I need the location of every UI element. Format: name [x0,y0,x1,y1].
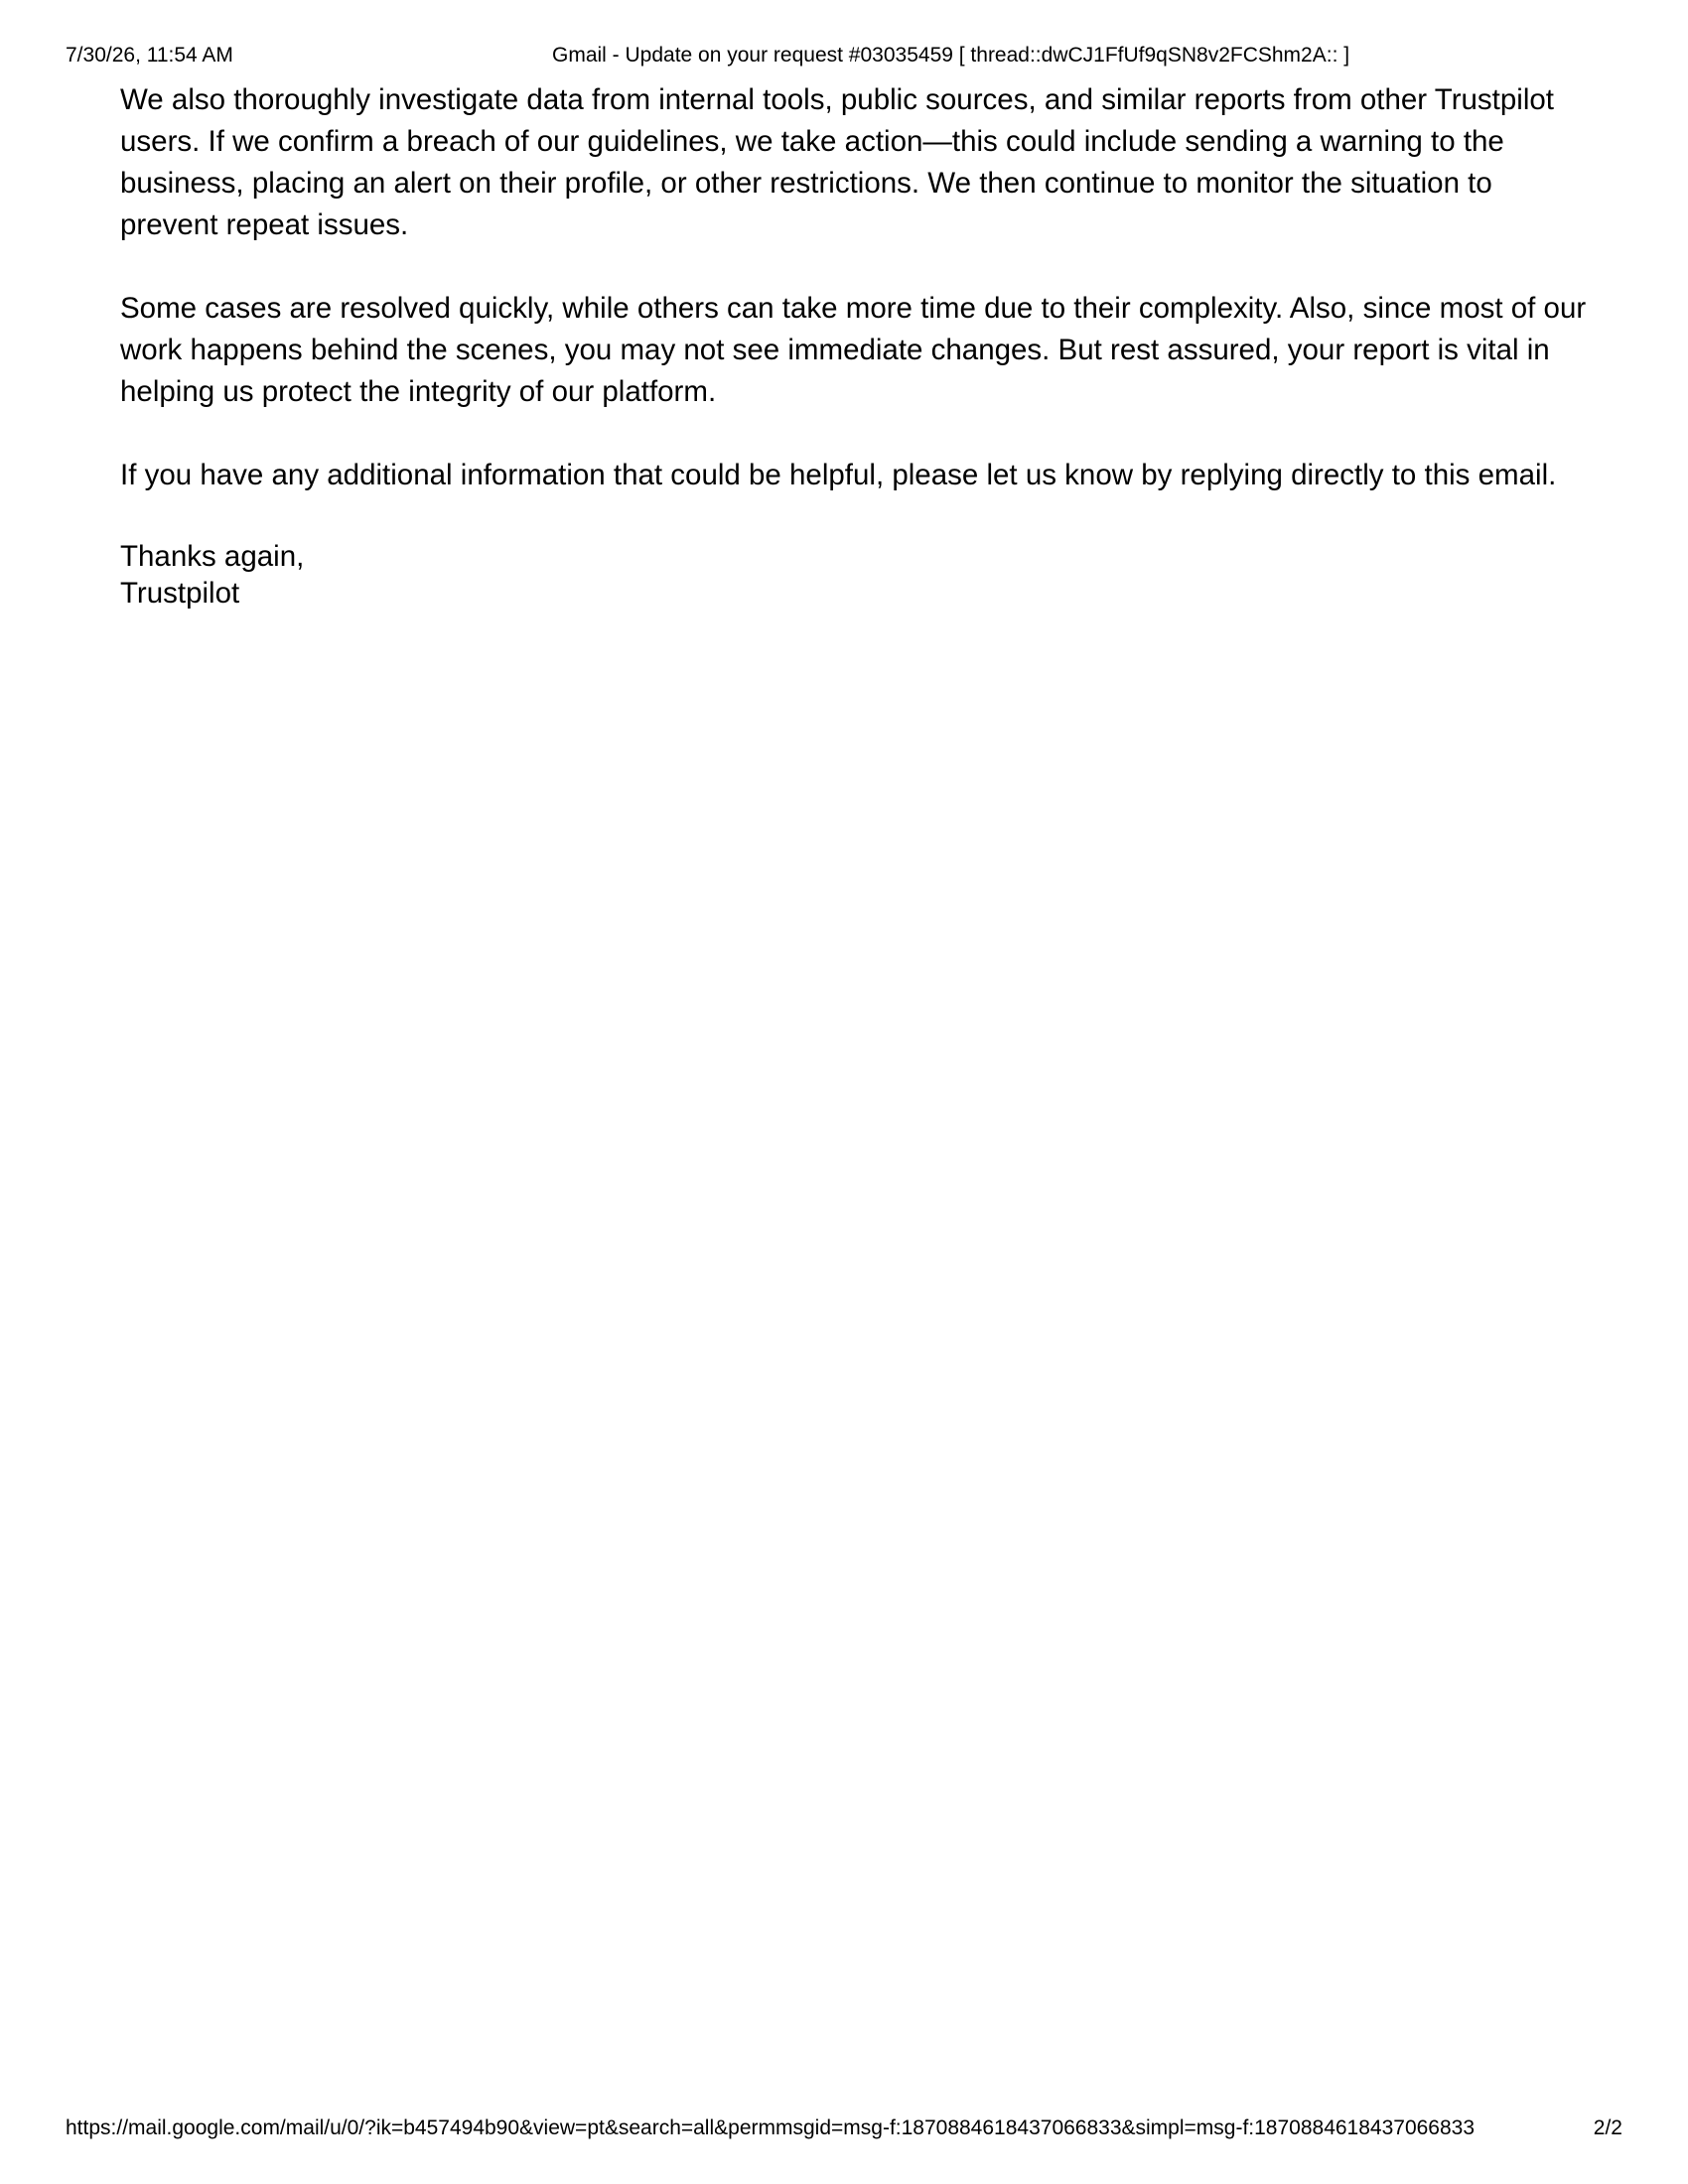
print-url: https://mail.google.com/mail/u/0/?ik=b457494b90&view=pt&search=all&permmsgid=msg-f:1870884618437066833&simpl=msg-f:1870884618437066833 [66,2116,1476,2139]
email-body [120,79,1590,612]
print-footer [66,2115,1622,2142]
print-header [66,42,1622,69]
print-datetime: 7/30/26, 11:54 AM [66,44,233,67]
email-paragraph: We also thoroughly investigate data from internal tools, public sources, and similar reports from other Trustpilot users. If we confirm a breach of our guidelines, we take action—this could include sending a warning to the business, placing an alert on their profile, or other restrictions. We then continue to monitor the situation to prevent repeat issues. [120,83,1554,241]
page-number: 2/2 [1593,2116,1622,2139]
email-paragraph: Some cases are resolved quickly, while others can take more time due to their complexity. Also, since most of our work happens behind the scenes, you may not see immediate changes. But rest assured, your report is vital in helping us protect the integrity of our platform. [120,292,1587,408]
print-page-title: Gmail - Update on your request #03035459 [ thread::dwCJ1FfUf9qSN8v2FCShm2A:: ] [552,44,1350,67]
email-signature: Trustpilot [120,577,240,610]
email-closing: Thanks again, [120,540,305,573]
email-paragraph: If you have any additional information that could be helpful, please let us know by replying directly to this email. [120,459,1557,491]
email-signoff [120,538,1590,612]
